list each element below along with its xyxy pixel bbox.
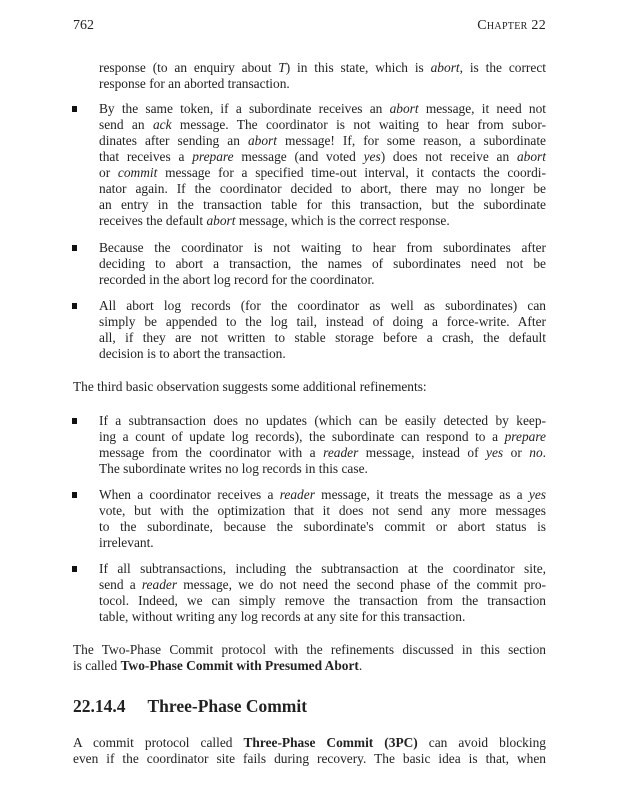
text-line — [99, 503, 546, 519]
text-segment: response (to an enquiry about — [99, 60, 279, 75]
text-line — [99, 60, 546, 76]
text-segment: ing a count of update log records), the subordinate can respond to a — [99, 429, 505, 444]
text-segment: Because the coordinator is not waiting to hear from subordinates after — [99, 240, 546, 255]
text-line — [99, 101, 546, 117]
section-title: Three-Phase Commit — [147, 696, 308, 716]
text-segment: send a — [99, 577, 142, 592]
text-line — [99, 76, 546, 92]
text-segment: A commit protocol called — [73, 735, 244, 750]
text-segment: can avoid blocking — [417, 735, 546, 750]
bullet-2 — [99, 240, 546, 288]
text-segment: deciding to abort a transaction, the names of subordinates need not be — [99, 256, 546, 271]
italic-text: no — [529, 445, 543, 460]
text-segment: vote, but with the optimization that it does not send any more messages — [99, 503, 546, 518]
bullet-icon — [72, 566, 77, 572]
text-line — [99, 429, 546, 445]
bullet-icon — [72, 492, 77, 498]
text-line — [99, 314, 546, 330]
text-line — [99, 561, 546, 577]
para-presumed-abort — [73, 642, 546, 674]
bullet-1 — [99, 101, 546, 229]
text-line — [73, 658, 546, 674]
italic-text: abort — [247, 133, 277, 148]
text-segment: that receives a — [99, 149, 193, 164]
text-line — [73, 751, 546, 767]
text-segment: , is the correct — [459, 60, 546, 75]
section-heading — [73, 696, 329, 717]
text-segment: table, without writing any log records at any site for this transaction. — [99, 609, 466, 624]
text-segment: to the subordinate, because the subordinate's commit or abort status is — [99, 519, 546, 534]
italic-text: abort — [206, 213, 236, 228]
text-segment: simply be appended to the log tail, instead of doing a force-write. After — [99, 314, 546, 329]
italic-text: abort — [430, 60, 460, 75]
text-line — [99, 445, 546, 461]
bullet-5 — [99, 487, 546, 551]
text-line — [99, 519, 546, 535]
text-segment: message, it need not — [418, 101, 546, 116]
text-segment: message, it treats the message as a — [314, 487, 529, 502]
text-line — [99, 330, 546, 346]
text-segment: send an — [99, 117, 153, 132]
italic-text: prepare — [504, 429, 546, 444]
italic-text: yes — [363, 149, 381, 164]
text-segment: response for an aborted transaction. — [99, 76, 290, 91]
section-number: 22.14.4 — [73, 696, 126, 716]
text-line — [99, 487, 546, 503]
text-line — [99, 197, 546, 213]
italic-text: reader — [323, 445, 359, 460]
text-segment: message (and voted — [233, 149, 364, 164]
text-line — [99, 346, 546, 362]
text-line — [99, 213, 546, 229]
italic-text: yes — [486, 445, 504, 460]
text-segment: message, instead of — [358, 445, 487, 460]
text-segment: The subordinate writes no log records in this case. — [99, 461, 368, 476]
text-segment: even if the coordinator site fails during recovery. The basic idea is that, when — [73, 751, 546, 766]
italic-text: reader — [279, 487, 315, 502]
text-segment: message, we do not need the second phase of the commit pro- — [177, 577, 546, 592]
para-3pc — [73, 735, 546, 767]
text-segment: tocol. Indeed, we can simply remove the transaction from the transaction — [99, 593, 546, 608]
text-segment: an entry in the transaction table for this transaction, but the subordinate — [99, 197, 546, 212]
chapter-header: Chapter 22 — [477, 18, 546, 33]
text-line — [99, 535, 546, 551]
text-segment: By the same token, if a subordinate receives an — [99, 101, 390, 116]
text-segment: or — [99, 165, 118, 180]
bullet-icon — [72, 245, 77, 251]
italic-text: ack — [152, 117, 172, 132]
bullet-icon — [72, 303, 77, 309]
italic-text: yes — [528, 487, 546, 502]
text-line — [99, 577, 546, 593]
text-segment: ) does not receive an — [380, 149, 517, 164]
text-segment: The third basic observation suggests some additional refinements: — [73, 379, 427, 394]
text-line — [73, 379, 546, 395]
text-segment: receives the default — [99, 213, 207, 228]
para-continued — [99, 60, 546, 92]
text-segment: dinates after sending an — [99, 133, 248, 148]
text-segment: all, if they are not written to stable storage before a crash, the default — [99, 330, 546, 345]
text-line — [99, 181, 546, 197]
text-segment: nator again. If the coordinator decided to abort, there may no longer be — [99, 181, 546, 196]
bullet-icon — [72, 418, 77, 424]
text-segment: message for a specified time-out interval, it contacts the coordi- — [157, 165, 546, 180]
text-line — [99, 272, 546, 288]
text-segment: decision is to abort the transaction. — [99, 346, 286, 361]
text-line — [99, 298, 546, 314]
text-segment: message, which is the correct response. — [235, 213, 450, 228]
text-segment: All abort log records (for the coordinator as well as subordinates) can — [99, 298, 546, 313]
bullet-6 — [99, 561, 546, 625]
page-number: 762 — [73, 18, 94, 33]
text-segment: or — [503, 445, 530, 460]
bullet-3 — [99, 298, 546, 362]
text-segment: recorded in the abort log record for the coordinator. — [99, 272, 375, 287]
text-line — [99, 149, 546, 165]
text-segment: ) in this state, which is — [285, 60, 431, 75]
para-third-observation — [73, 379, 546, 395]
italic-text: commit — [117, 165, 158, 180]
text-segment: . — [542, 445, 547, 460]
text-line — [99, 593, 546, 609]
text-line — [99, 240, 546, 256]
text-segment: irrelevant. — [99, 535, 154, 550]
text-line — [73, 642, 546, 658]
text-segment: is called — [73, 658, 121, 673]
text-segment: If a subtransaction does no updates (which can be easily detected by keep- — [99, 413, 546, 428]
bold-text: Two-Phase Commit with Presumed Abort — [120, 658, 359, 673]
text-segment: The Two-Phase Commit protocol with the refinements discussed in this section — [73, 642, 546, 657]
text-line — [99, 413, 546, 429]
text-line — [99, 133, 546, 149]
text-segment: message! If, for some reason, a subordinate — [276, 133, 547, 148]
text-line — [99, 609, 546, 625]
text-line — [99, 117, 546, 133]
text-segment: If all subtransactions, including the subtransaction at the coordinator site, — [99, 561, 546, 576]
text-segment: message. The coordinator is not waiting to hear from subor- — [171, 117, 546, 132]
bullet-icon — [72, 106, 77, 112]
bullet-4 — [99, 413, 546, 477]
italic-text: abort — [516, 149, 546, 164]
text-segment: . — [358, 658, 363, 673]
italic-text: abort — [389, 101, 419, 116]
text-segment: When a coordinator receives a — [99, 487, 280, 502]
text-line — [73, 735, 546, 751]
text-line — [99, 165, 546, 181]
text-segment: message from the coordinator with a — [99, 445, 324, 460]
bold-text: Three-Phase Commit (3PC) — [243, 735, 418, 750]
italic-text: prepare — [192, 149, 234, 164]
italic-text: T — [278, 60, 286, 75]
italic-text: reader — [141, 577, 178, 592]
text-line — [99, 256, 546, 272]
text-line — [99, 461, 546, 477]
